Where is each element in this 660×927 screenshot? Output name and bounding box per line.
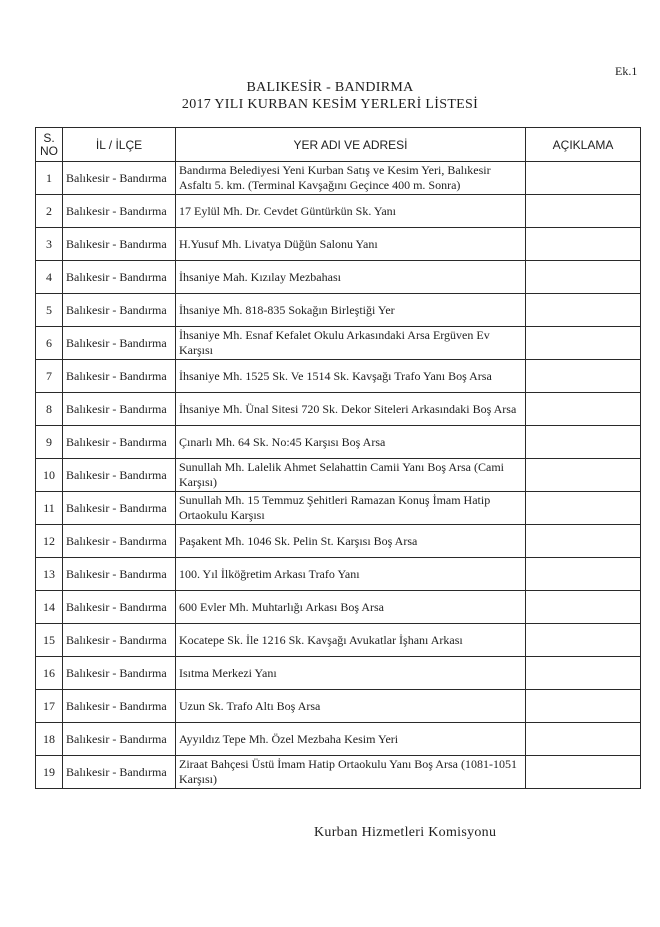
row-note: [526, 558, 641, 591]
row-address: Bandırma Belediyesi Yeni Kurban Satış ve Kesim Yeri, Balıkesir Asfaltı 5. km. (Terminal Kavşağını Geçince 400 m. Sonra): [176, 162, 526, 195]
committee-signature: Kurban Hizmetleri Komisyonu: [314, 825, 497, 840]
row-address: Ziraat Bahçesi Üstü İmam Hatip Ortaokulu Yanı Boş Arsa (1081-1051 Karşısı): [176, 756, 526, 789]
row-number: 9: [36, 426, 63, 459]
row-number: 10: [36, 459, 63, 492]
column-header-district: İL / İLÇE: [63, 128, 176, 162]
table-row: [36, 756, 641, 789]
row-district: Balıkesir - Bandırma: [63, 492, 176, 525]
row-number: 16: [36, 657, 63, 690]
row-note: [526, 624, 641, 657]
row-address: İhsaniye Mah. Kızılay Mezbahası: [176, 261, 526, 294]
table-row: [36, 261, 641, 294]
table-row: [36, 723, 641, 756]
row-district: Balıkesir - Bandırma: [63, 426, 176, 459]
row-note: [526, 162, 641, 195]
table-row: [36, 558, 641, 591]
table-row: [36, 393, 641, 426]
row-note: [526, 195, 641, 228]
row-note: [526, 690, 641, 723]
row-address: Ayyıldız Tepe Mh. Özel Mezbaha Kesim Yeri: [176, 723, 526, 756]
table-row: [36, 624, 641, 657]
row-district: Balıkesir - Bandırma: [63, 525, 176, 558]
table-row: [36, 492, 641, 525]
row-district: Balıkesir - Bandırma: [63, 393, 176, 426]
row-note: [526, 492, 641, 525]
table-row: [36, 360, 641, 393]
row-district: Balıkesir - Bandırma: [63, 723, 176, 756]
row-district: Balıkesir - Bandırma: [63, 327, 176, 360]
table-row: [36, 426, 641, 459]
column-header-no-line2: NO: [40, 143, 58, 158]
row-district: Balıkesir - Bandırma: [63, 228, 176, 261]
row-number: 1: [36, 162, 63, 195]
row-number: 8: [36, 393, 63, 426]
row-district: Balıkesir - Bandırma: [63, 360, 176, 393]
row-note: [526, 393, 641, 426]
row-number: 2: [36, 195, 63, 228]
row-address: Çınarlı Mh. 64 Sk. No:45 Karşısı Boş Arsa: [176, 426, 526, 459]
table-row: [36, 591, 641, 624]
row-number: 19: [36, 756, 63, 789]
row-address: 600 Evler Mh. Muhtarlığı Arkası Boş Arsa: [176, 591, 526, 624]
row-address: 100. Yıl İlköğretim Arkası Trafo Yanı: [176, 558, 526, 591]
row-district: Balıkesir - Bandırma: [63, 690, 176, 723]
document-title-line1: BALIKESİR - BANDIRMA: [246, 80, 414, 95]
row-district: Balıkesir - Bandırma: [63, 162, 176, 195]
row-note: [526, 426, 641, 459]
row-address: Sunullah Mh. Lalelik Ahmet Selahattin Camii Yanı Boş Arsa (Cami Karşısı): [176, 459, 526, 492]
row-number: 4: [36, 261, 63, 294]
row-address: Kocatepe Sk. İle 1216 Sk. Kavşağı Avukatlar İşhanı Arkası: [176, 624, 526, 657]
table-row: [36, 228, 641, 261]
table-row: [36, 195, 641, 228]
document-title-line2: 2017 YILI KURBAN KESİM YERLERİ LİSTESİ: [181, 97, 479, 112]
slaughter-locations-table: [35, 127, 641, 789]
table-row: [36, 294, 641, 327]
row-district: Balıkesir - Bandırma: [63, 591, 176, 624]
column-header-no-line1: S.: [43, 130, 55, 145]
column-header-address: YER ADI VE ADRESİ: [176, 128, 526, 162]
row-number: 7: [36, 360, 63, 393]
row-note: [526, 459, 641, 492]
row-district: Balıkesir - Bandırma: [63, 294, 176, 327]
row-address: Sunullah Mh. 15 Temmuz Şehitleri Ramazan Konuş İmam Hatip Ortaokulu Karşısı: [176, 492, 526, 525]
row-note: [526, 360, 641, 393]
row-number: 15: [36, 624, 63, 657]
table-row: [36, 525, 641, 558]
row-address: İhsaniye Mh. 818-835 Sokağın Birleştiği Yer: [176, 294, 526, 327]
row-note: [526, 327, 641, 360]
row-number: 17: [36, 690, 63, 723]
row-note: [526, 294, 641, 327]
row-number: 5: [36, 294, 63, 327]
column-header-no: [36, 128, 63, 162]
table-row: [36, 459, 641, 492]
row-note: [526, 657, 641, 690]
row-number: 13: [36, 558, 63, 591]
table-header-row: [36, 128, 641, 162]
row-district: Balıkesir - Bandırma: [63, 624, 176, 657]
annex-label: Ek.1: [615, 64, 638, 78]
row-number: 3: [36, 228, 63, 261]
row-district: Balıkesir - Bandırma: [63, 261, 176, 294]
row-number: 11: [36, 492, 63, 525]
row-address: İhsaniye Mh. Ünal Sitesi 720 Sk. Dekor Siteleri Arkasındaki Boş Arsa: [176, 393, 526, 426]
column-header-note: AÇIKLAMA: [526, 128, 641, 162]
table-row: [36, 657, 641, 690]
row-number: 12: [36, 525, 63, 558]
row-address: 17 Eylül Mh. Dr. Cevdet Güntürkün Sk. Yanı: [176, 195, 526, 228]
row-district: Balıkesir - Bandırma: [63, 756, 176, 789]
row-note: [526, 228, 641, 261]
row-district: Balıkesir - Bandırma: [63, 558, 176, 591]
row-note: [526, 723, 641, 756]
row-district: Balıkesir - Bandırma: [63, 195, 176, 228]
row-district: Balıkesir - Bandırma: [63, 459, 176, 492]
table-row: [36, 327, 641, 360]
row-note: [526, 756, 641, 789]
row-district: Balıkesir - Bandırma: [63, 657, 176, 690]
row-note: [526, 261, 641, 294]
row-note: [526, 525, 641, 558]
row-note: [526, 591, 641, 624]
table-row: [36, 690, 641, 723]
row-number: 18: [36, 723, 63, 756]
row-address: İhsaniye Mh. Esnaf Kefalet Okulu Arkasındaki Arsa Ergüven Ev Karşısı: [176, 327, 526, 360]
row-number: 14: [36, 591, 63, 624]
row-address: Uzun Sk. Trafo Altı Boş Arsa: [176, 690, 526, 723]
row-address: Isıtma Merkezi Yanı: [176, 657, 526, 690]
row-address: H.Yusuf Mh. Livatya Düğün Salonu Yanı: [176, 228, 526, 261]
table-row: [36, 162, 641, 195]
row-address: İhsaniye Mh. 1525 Sk. Ve 1514 Sk. Kavşağı Trafo Yanı Boş Arsa: [176, 360, 526, 393]
row-number: 6: [36, 327, 63, 360]
row-address: Paşakent Mh. 1046 Sk. Pelin St. Karşısı Boş Arsa: [176, 525, 526, 558]
